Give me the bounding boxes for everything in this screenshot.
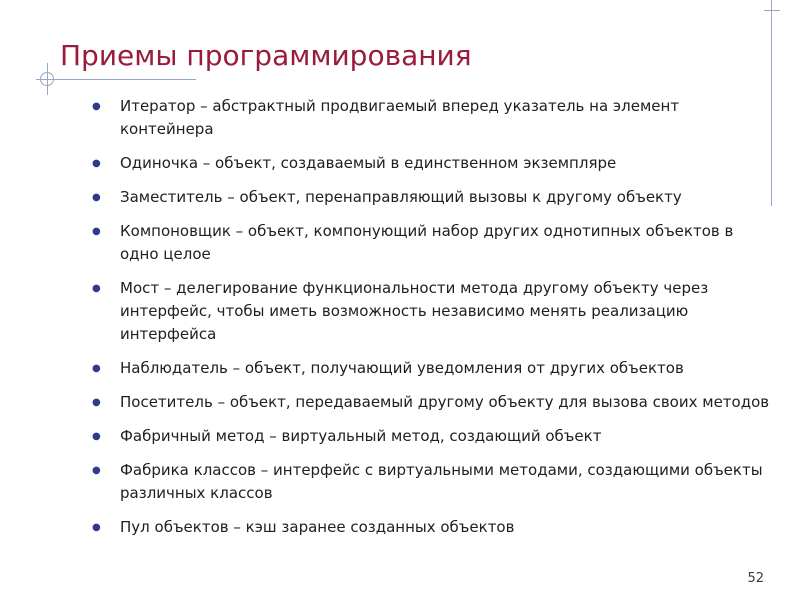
title-underline <box>36 79 196 80</box>
bullet-text: Компоновщик – объект, компонующий набор других однотипных объектов в одно целое <box>120 222 734 263</box>
bullet-item <box>92 220 772 266</box>
bullet-dot-icon: ● <box>92 101 101 112</box>
bullet-list <box>92 95 772 550</box>
slide-title: Приемы программирования <box>60 39 472 72</box>
bullet-text: Пул объектов – кэш заранее созданных объектов <box>120 518 515 536</box>
bullet-item <box>92 357 772 380</box>
bullet-dot-icon: ● <box>92 465 101 476</box>
bullet-item <box>92 516 772 539</box>
page-number: 52 <box>747 571 764 586</box>
bullet-dot-icon: ● <box>92 363 101 374</box>
bullet-dot-icon: ● <box>92 522 101 533</box>
bullet-item <box>92 459 772 505</box>
bullet-text: Мост – делегирование функциональности метода другому объекту через интерфейс, чтобы иметь возможность независимо менять реализацию интерфейса <box>120 279 709 343</box>
bullet-text: Фабричный метод – виртуальный метод, создающий объект <box>120 427 602 445</box>
bullet-text: Наблюдатель – объект, получающий уведомления от других объектов <box>120 359 684 377</box>
bullet-text: Заместитель – объект, перенаправляющий вызовы к другому объекту <box>120 188 682 206</box>
bullet-dot-icon: ● <box>92 397 101 408</box>
bullet-dot-icon: ● <box>92 283 101 294</box>
bullet-dot-icon: ● <box>92 226 101 237</box>
bullet-text: Фабрика классов – интерфейс с виртуальными методами, создающими объекты различных классов <box>120 461 763 502</box>
bullet-text: Посетитель – объект, передаваемый другому объекту для вызова своих методов <box>120 393 770 411</box>
bullet-item <box>92 425 772 448</box>
bullet-item <box>92 391 772 414</box>
bullet-dot-icon: ● <box>92 192 101 203</box>
bullet-item <box>92 277 772 346</box>
bullet-item <box>92 152 772 175</box>
bullet-item <box>92 95 772 141</box>
bullet-dot-icon: ● <box>92 431 101 442</box>
decor-horizontal-tick-right <box>764 10 780 11</box>
decor-circle <box>40 72 54 86</box>
bullet-item <box>92 186 772 209</box>
bullet-text: Одиночка – объект, создаваемый в единственном экземпляре <box>120 154 617 172</box>
bullet-text: Итератор – абстрактный продвигаемый вперед указатель на элемент контейнера <box>120 97 680 138</box>
bullet-dot-icon: ● <box>92 158 101 169</box>
